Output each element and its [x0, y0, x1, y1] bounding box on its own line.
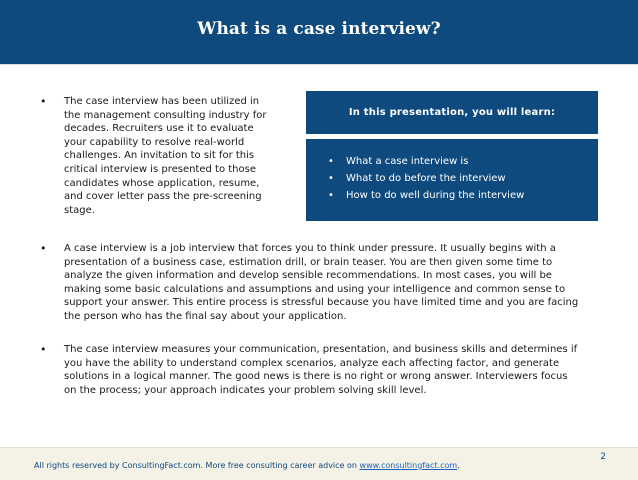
learn-box-heading	[306, 91, 598, 134]
learn-item-text: How to do well during the interview	[346, 190, 525, 201]
bullet-paragraph: A case interview is a job interview that forces you to think under pressure. It usually begins with a presentation of a business case, estimation drill, or brain teaser. You are then given some time to analyze the given information and develop sensible recommendations. In most cases, you will be making some basic calculations and assumptions and using your intelligence and common sense to support your answer. This entire process is stressful because you have limited time and you are facing the person who has the final say about your application.	[64, 243, 579, 322]
bullet-marker: •	[40, 343, 47, 356]
slide-title: What is a case interview?	[197, 19, 441, 39]
bullet-paragraph: The case interview has been utilized in the management consulting industry for decades. Recruiters use it to evaluate your capability to resolve real-world challenges. An invitation to sit for this critical interview is presented to those candidates whose application, resume, and cover letter pass the pre-screening stage.	[64, 96, 267, 216]
page-number: 2	[600, 452, 606, 462]
learn-item-text: What a case interview is	[346, 156, 469, 167]
learn-box-list	[306, 139, 598, 221]
learn-list-item	[306, 187, 598, 204]
learn-item-marker: •	[328, 156, 334, 167]
learn-box-heading-text: In this presentation, you will learn:	[348, 107, 556, 118]
footer-credit-text: All rights reserved by ConsultingFact.com. More free consulting career advice on	[34, 461, 360, 470]
learn-list-item	[306, 170, 598, 187]
website-link[interactable]: www.consultingfact.com	[359, 461, 458, 470]
learn-item-text: What to do before the interview	[346, 173, 506, 184]
bullet-marker: •	[40, 95, 47, 108]
footer-credit-suffix: .	[457, 461, 460, 470]
learn-list-item	[306, 153, 598, 170]
footer-credit	[34, 461, 460, 470]
learn-item-marker: •	[328, 173, 334, 184]
bullet-paragraph: The case interview measures your communication, presentation, and business skills and determines if you have the ability to understand complex scenarios, analyze each affecting factor, and generate solutions in a logical manner. The good news is there is no right or wrong answer. Interviewers focus on the process; your approach indicates your problem solving skill level.	[64, 344, 578, 396]
learn-item-marker: •	[328, 190, 334, 201]
bullet-marker: •	[40, 242, 47, 255]
title-bar	[0, 0, 638, 65]
